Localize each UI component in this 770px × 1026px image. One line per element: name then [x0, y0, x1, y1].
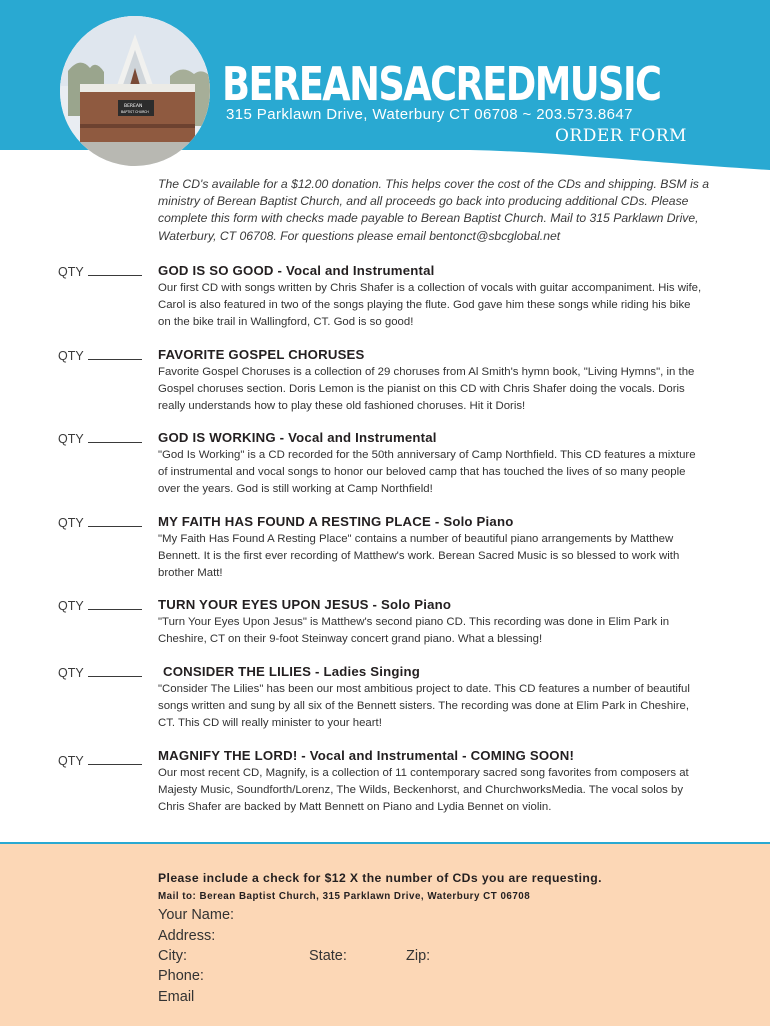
name-field[interactable]: Your Name: — [158, 907, 235, 923]
qty-label: QTY — [58, 754, 84, 768]
qty-field[interactable] — [58, 516, 142, 530]
check-note: Please include a check for $12 X the number of CDs you are requesting. — [158, 871, 602, 885]
qty-blank-line[interactable] — [88, 526, 142, 527]
cd-title: MY FAITH HAS FOUND A RESTING PLACE - Solo Piano — [158, 514, 514, 529]
cd-title: MAGNIFY THE LORD! - Vocal and Instrumental - COMING SOON! — [158, 748, 575, 763]
cd-title: GOD IS WORKING - Vocal and Instrumental — [158, 430, 437, 445]
cd-title: GOD IS SO GOOD - Vocal and Instrumental — [158, 263, 435, 278]
qty-field[interactable] — [58, 754, 142, 768]
church-building-image — [60, 16, 210, 166]
qty-label: QTY — [58, 599, 84, 613]
qty-field[interactable] — [58, 265, 142, 279]
cd-description: Favorite Gospel Choruses is a collection of 29 choruses from Al Smith's hymn book, "Living Hymns", in the Gospel choruses section. Doris Lemon is the pianist on this CD with Chris Shafer doing the vocals. Doris really understands how to play these old fashioned choruses. Hit it Doris! — [158, 366, 695, 412]
cd-description: "Turn Your Eyes Upon Jesus" is Matthew's second piano CD. This recording was done in Elim Park in Cheshire, CT on their 9-foot Steinway concert grand piano. What a blessing! — [158, 616, 670, 645]
city-field[interactable]: City: — [158, 948, 187, 964]
qty-label: QTY — [58, 432, 84, 446]
intro-text: The CD's available for a $12.00 donation. This helps cover the cost of the CDs and shipping. BSM is a ministry of Berean Baptist Church, and all proceeds go back into producing additional CDs. Please complete this form with checks made payable to Berean Baptist Church. Mail to 315 Parklawn Drive, Waterbury, CT 06708. For questions please email bentonct@sbcglobal.net — [158, 177, 710, 243]
qty-field[interactable] — [58, 599, 142, 613]
church-sign-line2: BAPTIST CHURCH — [121, 110, 149, 114]
qty-label: QTY — [58, 666, 84, 680]
church-photo — [60, 16, 210, 166]
brand-address: 315 Parklawn Drive, Waterbury CT 06708 ~ 203.573.8647 — [226, 106, 633, 123]
qty-blank-line[interactable] — [88, 359, 142, 360]
cd-title: FAVORITE GOSPEL CHORUSES — [158, 347, 365, 362]
address-field[interactable]: Address: — [158, 928, 216, 944]
email-field[interactable]: Email — [158, 989, 195, 1005]
brand-title: BEREANSACREDMUSIC — [222, 57, 661, 111]
qty-blank-line[interactable] — [88, 609, 142, 610]
order-footer — [0, 842, 770, 1026]
cd-title: CONSIDER THE LILIES - Ladies Singing — [163, 664, 421, 679]
qty-label: QTY — [58, 265, 84, 279]
qty-field[interactable] — [58, 666, 142, 680]
qty-blank-line[interactable] — [88, 764, 142, 765]
cd-description: "My Faith Has Found A Resting Place" contains a number of beautiful piano arrangements by Matthew Bennett. It is the first ever recording of Matthew's work. Berean Sacred Music is so blessed to work with brother Matt! — [158, 533, 680, 579]
order-form-label: ORDER FORM — [555, 126, 687, 146]
cd-description: "Consider The Lilies" has been our most ambitious project to date. This CD features a number of beautiful songs written and sung by all six of the Bennett sisters. The recording was done at Elim Park in Cheshire, CT. This CD will really minister to your heart! — [158, 683, 690, 729]
header-banner — [0, 0, 770, 180]
qty-blank-line[interactable] — [88, 442, 142, 443]
cd-title: TURN YOUR EYES UPON JESUS - Solo Piano — [158, 597, 452, 612]
cd-description: "God Is Working" is a CD recorded for the 50th anniversary of Camp Northfield. This CD features a mixture of instrumental and vocal songs to honor our beloved camp that has touched the lives of so many people over the years. God is still working at Camp Northfield! — [158, 449, 696, 495]
qty-blank-line[interactable] — [88, 676, 142, 677]
zip-field[interactable]: Zip: — [406, 948, 431, 964]
state-field[interactable]: State: — [309, 948, 347, 964]
qty-label: QTY — [58, 516, 84, 530]
church-sign-line1: BEREAN — [124, 104, 143, 109]
qty-blank-line[interactable] — [88, 275, 142, 276]
phone-field[interactable]: Phone: — [158, 968, 204, 984]
cd-description: Our first CD with songs written by Chris Shafer is a collection of vocals with guitar accompaniment. His wife, Carol is also featured in two of the songs playing the flute. God gave him these songs while riding his bike on the bike trail in Wallingford, CT. God is so good! — [158, 282, 702, 328]
qty-field[interactable] — [58, 349, 142, 363]
qty-label: QTY — [58, 349, 84, 363]
mail-note: Mail to: Berean Baptist Church, 315 Parklawn Drive, Waterbury CT 06708 — [158, 891, 531, 902]
qty-field[interactable] — [58, 432, 142, 446]
cd-description: Our most recent CD, Magnify, is a collection of 11 contemporary sacred song favorites from composers at Majesty Music, Soundforth/Lorenz, The Wilds, Beckenhorst, and ChurchworksMedia. The vocal solos by Chris Shafer are backed by Matt Bennett on Piano and Lydia Bennet on violin. — [158, 767, 689, 813]
